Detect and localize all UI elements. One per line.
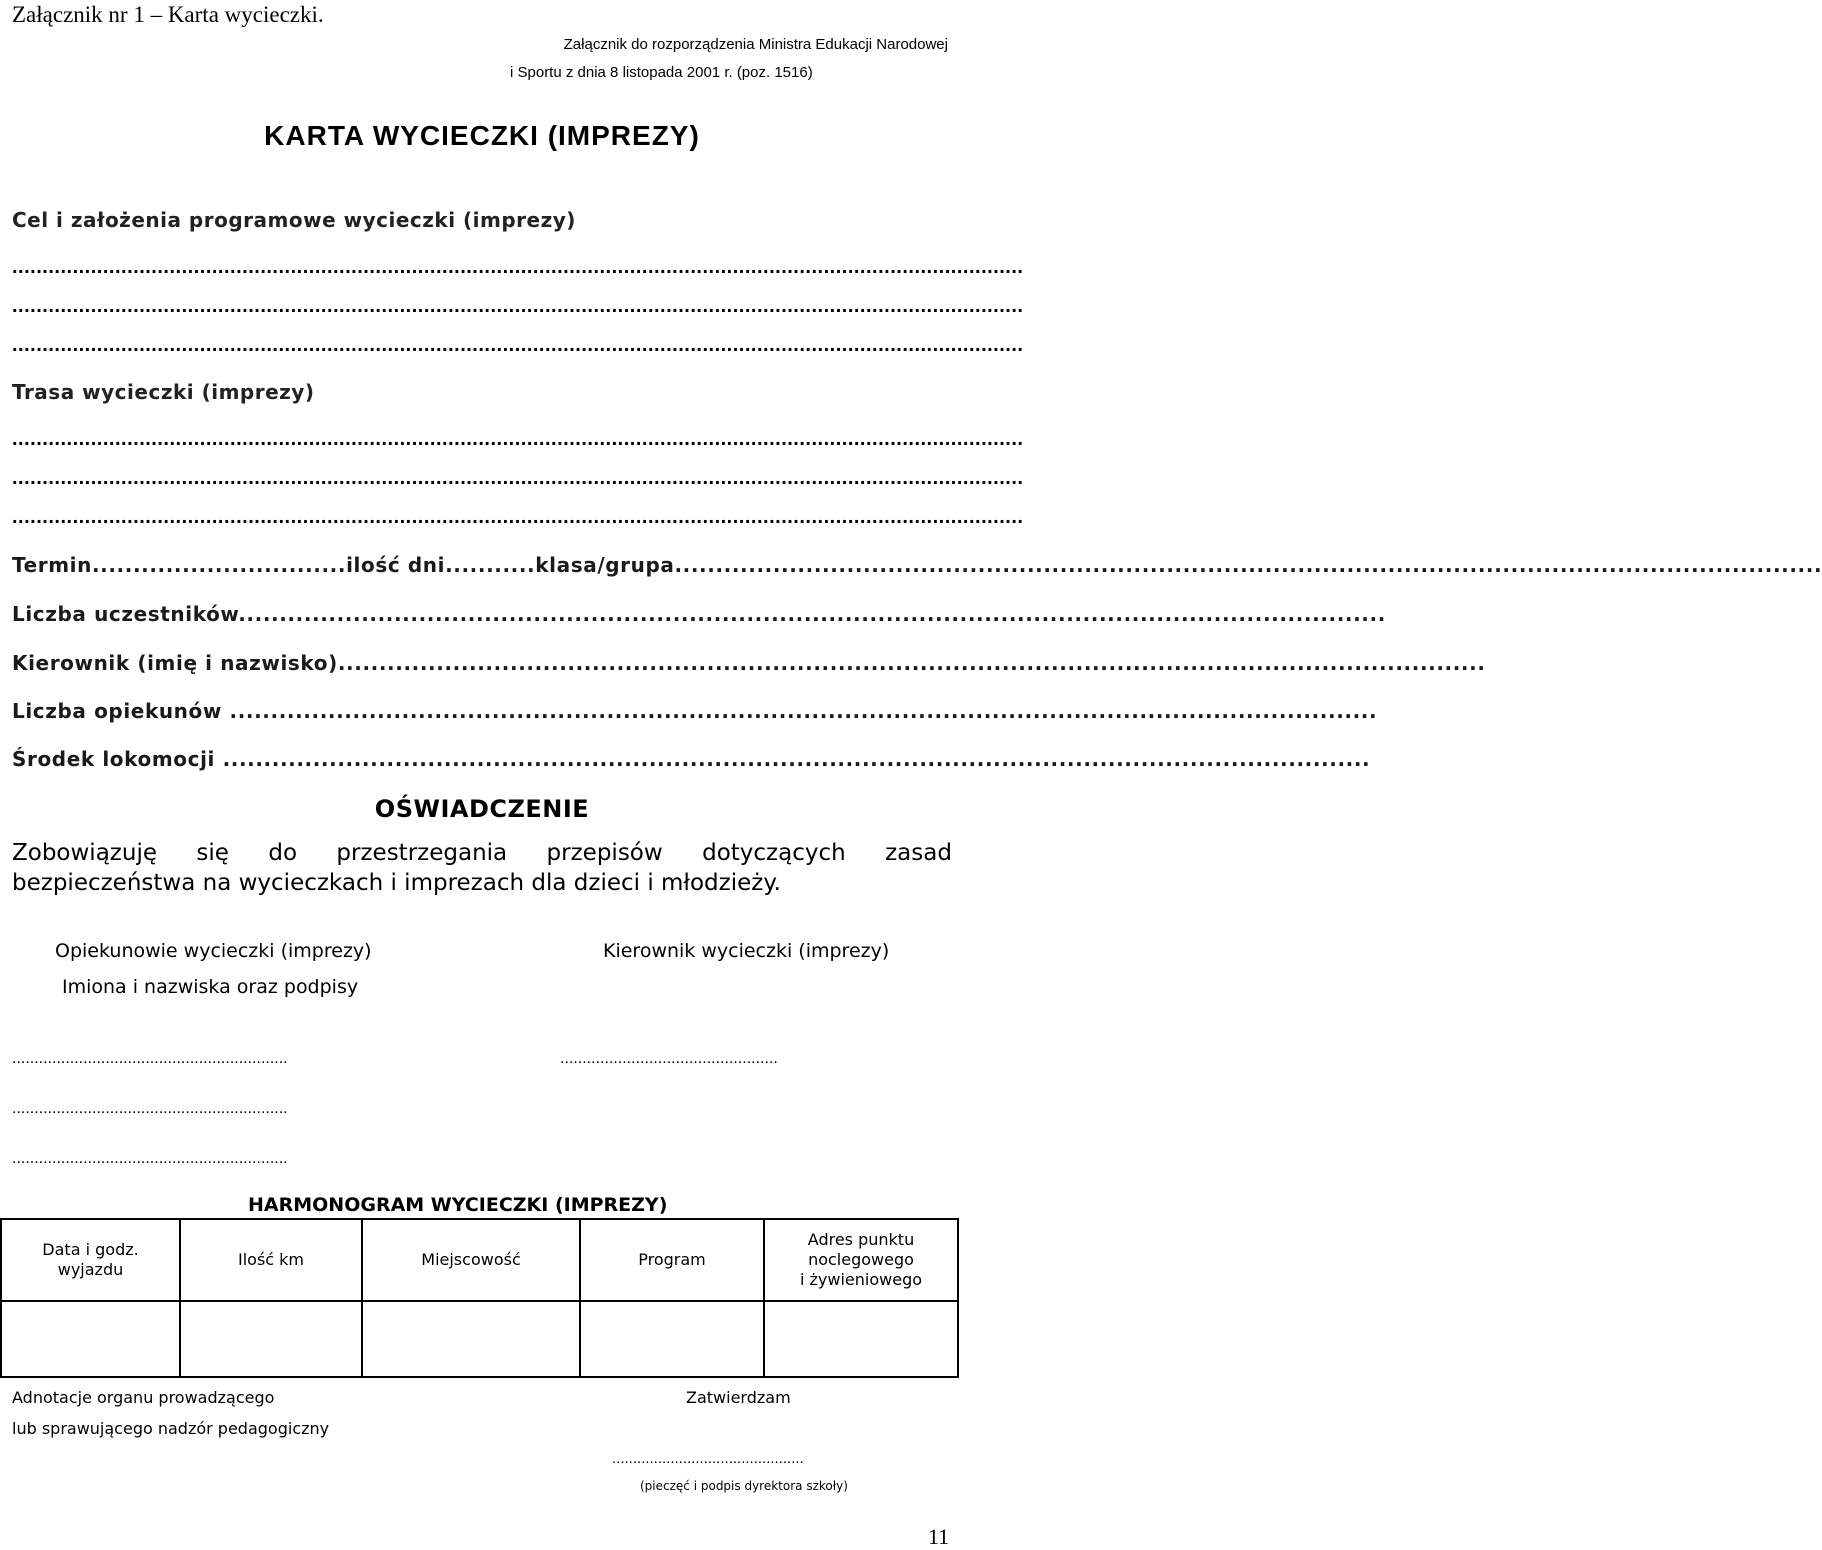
schedule-col-address-line1: Adres punktu [807, 1230, 915, 1249]
klasa-grupa-label: klasa/grupa [535, 553, 675, 577]
schedule-data-row[interactable] [1, 1301, 958, 1377]
klasa-grupa-dots[interactable]: ............................................................................................................................................ [674, 553, 1822, 577]
schedule-title: HARMONOGRAM WYCIECZKI (IMPREZY) [248, 1194, 668, 1216]
attachment-title: Załącznik nr 1 – Karta wycieczki. [12, 2, 324, 27]
schedule-col-address-line3: i żywieniowego [799, 1270, 923, 1289]
schedule-cell-address[interactable] [764, 1301, 958, 1377]
leader-sign-line[interactable]: ................................................. [560, 1050, 778, 1067]
kierownik-dots[interactable]: ............................................................................................................................................ [337, 651, 1486, 675]
page-title: KARTA WYCIECZKI (IMPREZY) [264, 120, 700, 151]
guardians-label: Opiekunowie wycieczki (imprezy) [55, 940, 372, 962]
schedule-col-km-label: Ilość km [237, 1250, 305, 1269]
declaration-word: zasad [885, 840, 952, 866]
leader-row[interactable] [12, 651, 1486, 677]
liczba-opiekunow-label: Liczba opiekunów [12, 699, 230, 723]
liczba-uczestnikow-label: Liczba uczestników [12, 602, 239, 626]
route-line-3[interactable]: ....................................................................................................................................................................... [12, 506, 1024, 528]
leader-label: Kierownik wycieczki (imprezy) [603, 940, 890, 962]
schedule-col-address [764, 1219, 958, 1301]
goals-line-2[interactable]: ....................................................................................................................................................................... [12, 295, 1024, 317]
route-line-1[interactable]: ....................................................................................................................................................................... [12, 428, 1024, 450]
director-stamp-label: (pieczęć i podpis dyrektora szkoły) [640, 1479, 848, 1493]
declaration-line-2: bezpieczeństwa na wycieczkach i imprezach dla dzieci i młodzieży. [12, 870, 781, 896]
goals-line-1[interactable]: ....................................................................................................................................................................... [12, 256, 1024, 278]
guardians-sublabel: Imiona i nazwiska oraz podpisy [62, 976, 359, 998]
liczba-opiekunow-dots[interactable]: ............................................................................................................................................ [229, 699, 1378, 723]
schedule-header-row [1, 1219, 958, 1301]
annotation-label-line1: Adnotacje organu prowadzącego [12, 1388, 275, 1407]
srodek-lokomocji-label: Środek lokomocji [12, 747, 223, 771]
schedule-cell-place[interactable] [362, 1301, 580, 1377]
declaration-word: dotyczących [702, 840, 846, 866]
schedule-col-address-line2: noclegowego [808, 1250, 914, 1269]
declaration-word: Zobowiązuję [12, 840, 157, 866]
srodek-lokomocji-dots[interactable]: ............................................................................................................................................ [222, 747, 1371, 771]
term-row[interactable] [12, 553, 1822, 579]
termin-dots[interactable]: ............................... [91, 553, 347, 577]
schedule-cell-km[interactable] [180, 1301, 362, 1377]
guardian-sign-line-1[interactable]: .............................................................. [12, 1050, 288, 1067]
liczba-uczestnikow-dots[interactable]: ............................................................................................................................................ [238, 602, 1386, 626]
goals-line-3[interactable]: ....................................................................................................................................................................... [12, 334, 1024, 356]
termin-label: Termin [12, 553, 92, 577]
schedule-col-place-label: Miejscowość [421, 1250, 521, 1269]
guardians-count-row[interactable] [12, 699, 1378, 725]
schedule-table [0, 1218, 959, 1378]
director-sign-line[interactable]: .............................................. [612, 1450, 804, 1467]
schedule-col-km [180, 1219, 362, 1301]
declaration-word: się [196, 840, 229, 866]
ilosc-dni-label: ilość dni [346, 553, 446, 577]
kierownik-label: Kierownik (imię i nazwisko) [12, 651, 338, 675]
transport-row[interactable] [12, 747, 1371, 773]
schedule-cell-date[interactable] [1, 1301, 180, 1377]
page-number: 11 [928, 1524, 950, 1549]
participants-row[interactable] [12, 602, 1386, 628]
ilosc-dni-dots[interactable]: ........... [445, 553, 536, 577]
declaration-word: do [268, 840, 298, 866]
declaration-title: OŚWIADCZENIE [374, 795, 590, 823]
declaration-word: przestrzegania [336, 840, 508, 866]
schedule-col-date-line2: wyjazdu [57, 1260, 124, 1279]
annotation-label-line2: lub sprawującego nadzór pedagogiczny [12, 1419, 330, 1438]
schedule-col-date [1, 1219, 180, 1301]
schedule-col-program-label: Program [638, 1250, 706, 1269]
declaration-line-1 [12, 840, 952, 866]
route-label: Trasa wycieczki (imprezy) [12, 380, 315, 404]
schedule-cell-program[interactable] [580, 1301, 764, 1377]
schedule-col-place [362, 1219, 580, 1301]
guardian-sign-line-3[interactable]: .............................................................. [12, 1150, 288, 1167]
goals-label: Cel i założenia programowe wycieczki (imprezy) [12, 208, 576, 232]
schedule-col-program [580, 1219, 764, 1301]
route-line-2[interactable]: ....................................................................................................................................................................... [12, 467, 1024, 489]
schedule-col-date-line1: Data i godz. [42, 1240, 139, 1259]
regulation-note-line1: Załącznik do rozporządzenia Ministra Edukacji Narodowej [563, 36, 948, 53]
guardian-sign-line-2[interactable]: .............................................................. [12, 1100, 288, 1117]
approve-label: Zatwierdzam [686, 1388, 791, 1407]
regulation-note-line2: i Sportu z dnia 8 listopada 2001 r. (poz. 1516) [510, 64, 813, 81]
declaration-word: przepisów [546, 840, 663, 866]
